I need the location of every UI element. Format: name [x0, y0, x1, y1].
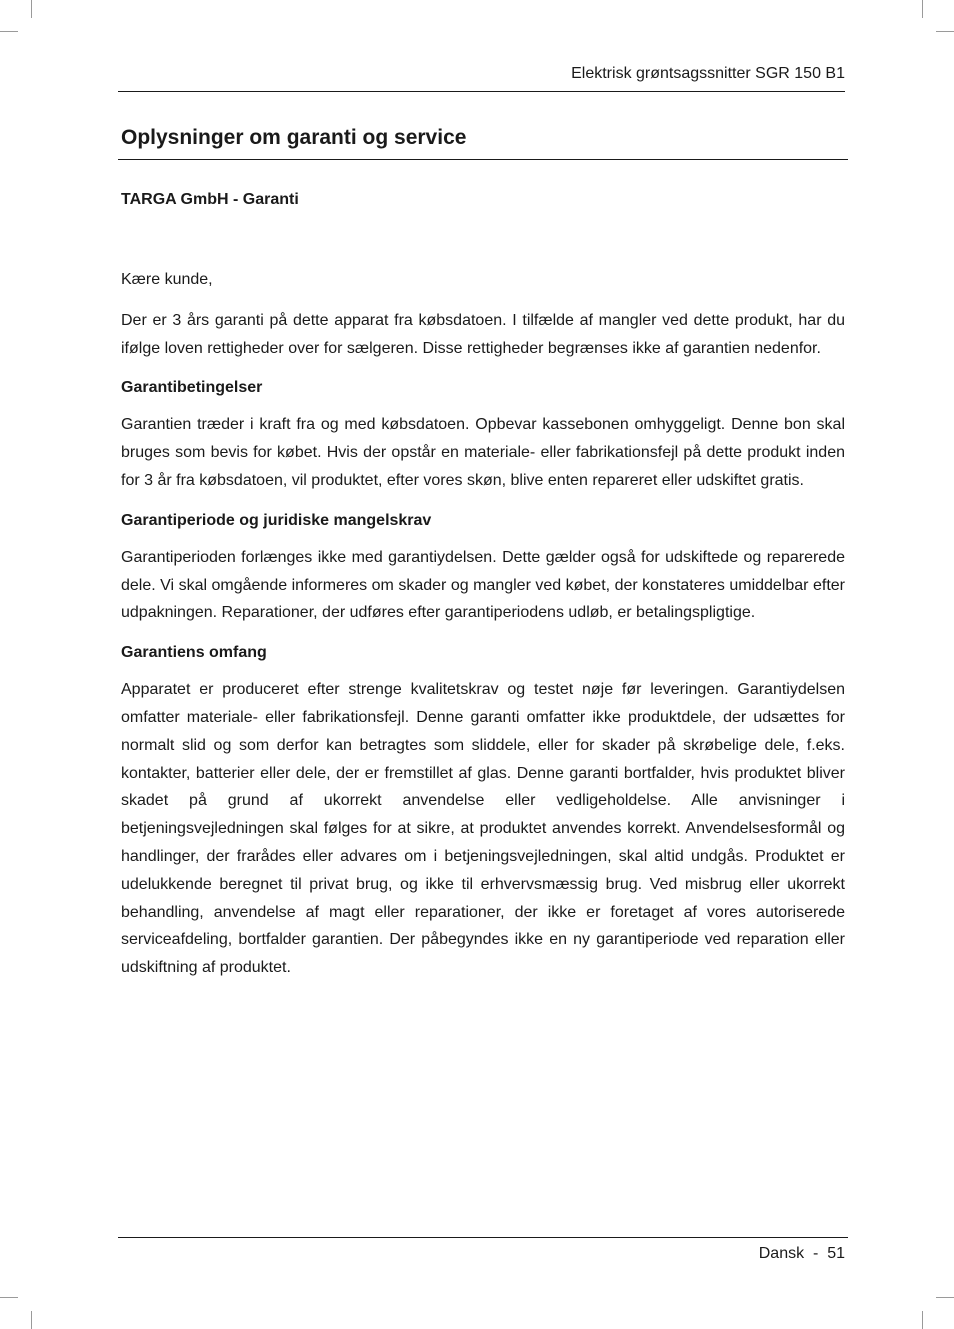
crop-mark-left-bottom — [0, 1297, 18, 1298]
period-paragraph: Garantiperioden forlænges ikke med garantiydelsen. Dette gælder også for udskiftede og reparerede dele. Vi skal omgående informeres om skader og mangler ved købet, der konstateres umiddelbar efter udpakningen. Reparationer, der udføres efter garantiperiodens udløb, er betalingspligtige. — [121, 548, 845, 622]
footer-rule — [118, 1237, 848, 1238]
period-heading: Garantiperiode og juridiske mangelskrav — [121, 511, 432, 529]
conditions-heading: Garantibetingelser — [121, 379, 263, 397]
crop-mark-bottom-right — [922, 1311, 923, 1329]
crop-mark-left-top — [0, 31, 18, 32]
page-footer: Dansk - 51 — [758, 1245, 845, 1262]
scope-heading: Garantiens omfang — [121, 644, 267, 662]
section-title: Oplysninger om garanti og service — [121, 126, 467, 149]
document-body — [121, 188, 845, 982]
crop-mark-bottom-left — [31, 1311, 32, 1329]
scope-paragraph: Apparatet er produceret efter strenge kvalitetskrav og testet nøje før leveringen. Garantiydelsen omfatter materiale- eller fabrikationsfejl. Denne garanti omfatter ikke produktdele, der udsættes for normalt slid og som derfor kan betragtes som sliddele, eller for skader på skrøbelige dele, f.eks. kontakter, batterier eller dele, der er fremstillet af glas. Denne garanti bortfalder, hvis produktet bliver skadet på grund af ukorrekt anvendelse eller vedligeholdelse. Alle anvisninger i betjeningsvejledningen skal følges for at sikre, at produktet anvendes korrekt. Anvendelsesformål og handlinger, der frarådes eller advares om i betjeningsvejledningen, skal altid undgås. Produktet er udelukkende beregnet til privat brug, og ikke til erhvervsmæssig brug. Ved misbrug eller ukorrekt behandling, anvendelse af magt eller reparationer, der ikke er foretaget af vores autoriserede serviceafdeling, bortfalder garantien. Der påbegyndes ikke en ny garantiperiode ved reparation eller udskiftning af produktet. — [121, 681, 845, 977]
warranty-brand-heading: TARGA GmbH - Garanti — [121, 191, 299, 208]
crop-mark-right-bottom — [936, 1297, 954, 1298]
crop-mark-top-left — [31, 0, 32, 18]
crop-mark-top-right — [922, 0, 923, 18]
running-header: Elektrisk grøntsagssnitter SGR 150 B1 — [571, 65, 845, 82]
intro-paragraph: Der er 3 års garanti på dette apparat fra købsdatoen. I tilfælde af mangler ved dette produkt, har du ifølge loven rettigheder over for sælgeren. Disse rettigheder begrænses ikke af garantien nedenfor. — [121, 311, 845, 357]
crop-mark-right-top — [936, 31, 954, 32]
conditions-paragraph: Garantien træder i kraft fra og med købsdatoen. Opbevar kassebonen omhyggeligt. Denne bon skal bruges som bevis for købet. Hvis der opstår en materiale- eller fabrikationsfejl på dette produkt inden for 3 år fra købsdatoen, vil produktet, efter vores skøn, blive enten repareret eller udskiftet gratis. — [121, 416, 845, 489]
salutation: Kære kunde, — [121, 271, 213, 288]
section-title-rule — [118, 159, 848, 160]
header-rule — [118, 91, 845, 92]
